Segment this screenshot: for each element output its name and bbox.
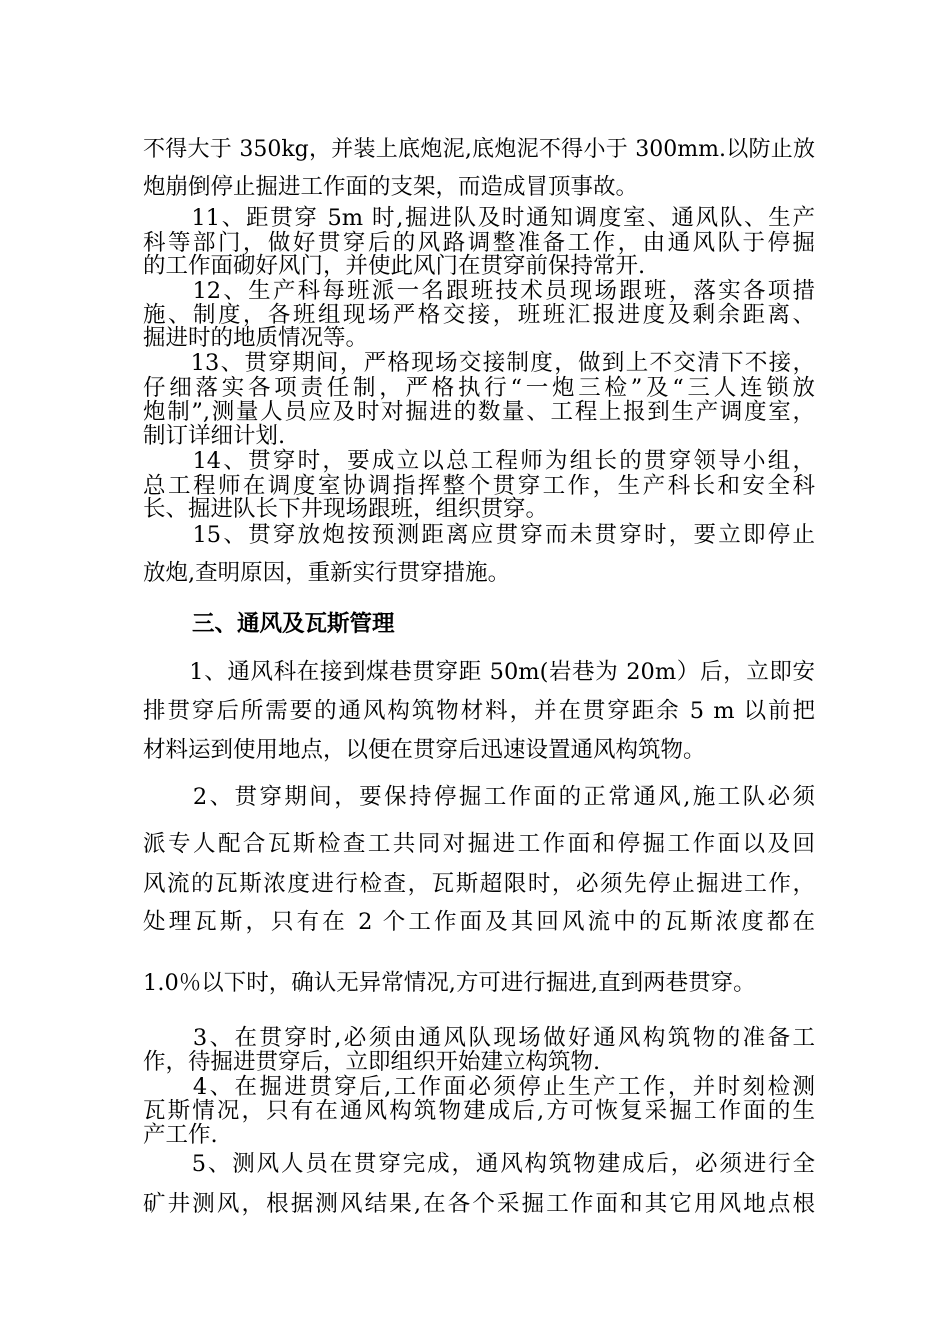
text-line: 处理瓦斯，只有在 2 个工作面及其回风流中的瓦斯浓度都在: [143, 909, 815, 935]
text-line: 放炮,查明原因，重新实行贯穿措施。: [143, 560, 511, 586]
text-line: 总工程师在调度室协调指挥整个贯穿工作，生产科长和安全科: [143, 473, 815, 499]
text-line: 瓦斯情况，只有在通风构筑物建成后,方可恢复采掘工作面的生: [143, 1098, 815, 1124]
text-line: 风流的瓦斯浓度进行检查，瓦斯超限时，必须先停止掘进工作，: [143, 871, 815, 897]
text-line: 炮制”,测量人员应及时对掘进的数量、工程上报到生产调度室，: [143, 399, 815, 425]
text-line: 施、制度，各班组现场严格交接，班班汇报进度及剩余距离、: [143, 302, 815, 328]
text-line: 3、在贯穿时,必须由通风队现场做好通风构筑物的准备工: [143, 1025, 815, 1051]
text-line: 作，待掘进贯穿后，立即组织开始建立构筑物.: [143, 1049, 601, 1075]
text-line: 12、生产科每班派一名跟班技术员现场跟班，落实各项措: [143, 278, 815, 304]
text-line: 14、贯穿时，要成立以总工程师为组长的贯穿领导小组，: [143, 448, 815, 474]
text-line: 的工作面砌好风门，并使此风门在贯穿前保持常开.: [143, 253, 646, 279]
text-line: 排贯穿后所需要的通风构筑物材料，并在贯穿距余 5 m 以前把: [143, 698, 815, 724]
text-line: 科等部门，做好贯穿后的风路调整准备工作，由通风队于停掘: [143, 230, 815, 256]
section-heading: 三、通风及瓦斯管理: [192, 611, 395, 637]
text-line: 不得大于 350kg，并装上底炮泥,底炮泥不得小于 300mm.以防止放: [143, 137, 815, 162]
text-line: 仔细落实各项责任制，严格执行“一炮三检”及“三人连锁放: [143, 375, 815, 401]
text-line: 5、测风人员在贯穿完成，通风构筑物建成后，必须进行全: [143, 1151, 815, 1177]
text-line: 15、贯穿放炮按预测距离应贯穿而未贯穿时，要立即停止: [143, 522, 815, 548]
text-line: 13、贯穿期间，严格现场交接制度，做到上不交清下不接，: [143, 350, 815, 376]
text-line: 2、贯穿期间，要保持停掘工作面的正常通风,施工队必须: [143, 784, 815, 810]
text-line: 11、距贯穿 5m 时,掘进队及时通知调度室、通风队、生产: [143, 205, 815, 231]
text-line: 材料运到使用地点，以便在贯穿后迅速设置通风构筑物。: [143, 737, 706, 763]
text-line: 炮崩倒停止掘进工作面的支架，而造成冒顶事故。: [143, 174, 639, 200]
text-line: 1.0％以下时，确认无异常情况,方可进行掘进,直到两巷贯穿。: [143, 970, 756, 996]
text-line: 派专人配合瓦斯检查工共同对掘进工作面和停掘工作面以及回: [143, 831, 815, 857]
text-line: 1、通风科在接到煤巷贯穿距 50m(岩巷为 20m）后，立即安: [143, 659, 815, 685]
text-line: 产工作.: [143, 1122, 218, 1148]
text-line: 掘进时的地质情况等。: [143, 325, 369, 351]
text-line: 制订详细计划.: [143, 423, 286, 449]
text-line: 4、在掘进贯穿后,工作面必须停止生产工作，并时刻检测: [143, 1074, 815, 1100]
text-line: 长、掘进队长下井现场跟班，组织贯穿。: [143, 496, 549, 522]
text-line: 矿井测风，根据测风结果,在各个采掘工作面和其它用风地点根: [143, 1191, 815, 1217]
